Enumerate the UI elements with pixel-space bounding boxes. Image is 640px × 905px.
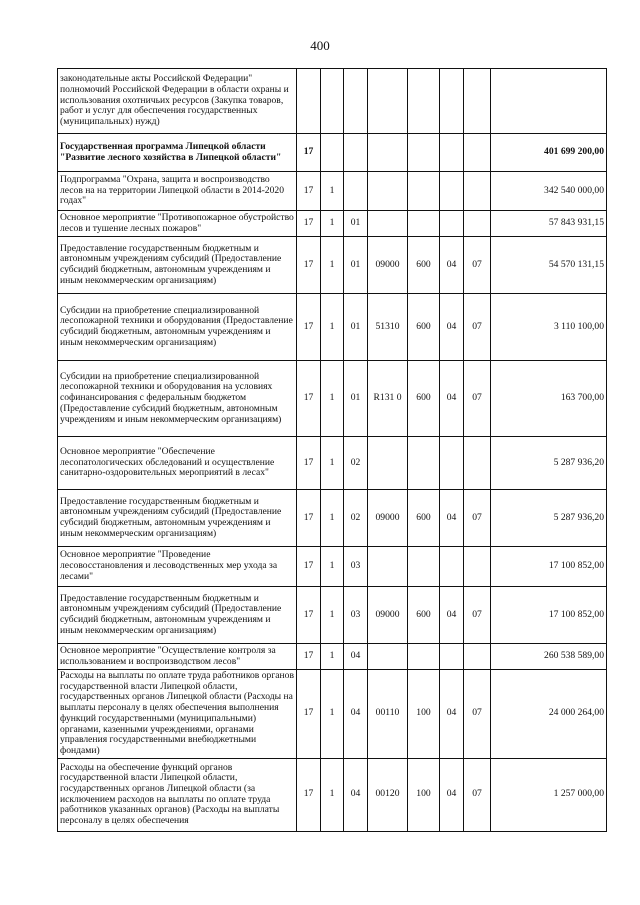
program-code-cell: 17 bbox=[297, 644, 321, 670]
event-code-cell: 03 bbox=[344, 547, 368, 587]
table-row bbox=[58, 172, 607, 211]
row-name-cell: Основное мероприятие "Проведение лесовосстановления и лесоводственных мер ухода за лесами" bbox=[58, 547, 297, 587]
program-code-cell: 17 bbox=[297, 134, 321, 172]
subprogram-code-cell: 1 bbox=[321, 547, 344, 587]
budget-table bbox=[57, 68, 607, 832]
amount-cell: 57 843 931,15 bbox=[491, 211, 607, 237]
section-cell bbox=[440, 437, 464, 490]
event-code-cell: 04 bbox=[344, 758, 368, 831]
subsection-cell: 07 bbox=[464, 670, 491, 759]
row-name-cell: Основное мероприятие "Обеспечение лесопатологических обследований и осуществление санитарно-оздоровительных мероприятий в лесах" bbox=[58, 437, 297, 490]
table-row bbox=[58, 294, 607, 361]
table-row bbox=[58, 211, 607, 237]
amount-cell: 5 287 936,20 bbox=[491, 490, 607, 547]
direction-code-cell bbox=[368, 644, 408, 670]
table-row bbox=[58, 490, 607, 547]
subsection-cell bbox=[464, 134, 491, 172]
subsection-cell: 07 bbox=[464, 758, 491, 831]
amount-cell: 5 287 936,20 bbox=[491, 437, 607, 490]
direction-code-cell bbox=[368, 172, 408, 211]
amount-cell: 342 540 000,00 bbox=[491, 172, 607, 211]
amount-cell: 401 699 200,00 bbox=[491, 134, 607, 172]
subprogram-code-cell: 1 bbox=[321, 670, 344, 759]
amount-cell: 54 570 131,15 bbox=[491, 237, 607, 294]
expense-type-cell bbox=[408, 547, 440, 587]
event-code-cell bbox=[344, 172, 368, 211]
row-name-cell: Предоставление государственным бюджетным и автономным учреждениям субсидий (Предоставление субсидий бюджетным, автономным учреждениям и иным некоммерческим организациям) bbox=[58, 237, 297, 294]
page-number: 400 bbox=[310, 38, 330, 53]
amount-cell: 260 538 589,00 bbox=[491, 644, 607, 670]
direction-code-cell: 09000 bbox=[368, 237, 408, 294]
program-code-cell: 17 bbox=[297, 758, 321, 831]
program-code-cell: 17 bbox=[297, 587, 321, 644]
event-code-cell: 04 bbox=[344, 670, 368, 759]
direction-code-cell bbox=[368, 134, 408, 172]
direction-code-cell: 09000 bbox=[368, 587, 408, 644]
table-row bbox=[58, 437, 607, 490]
program-code-cell: 17 bbox=[297, 490, 321, 547]
section-cell: 04 bbox=[440, 361, 464, 437]
amount-cell: 24 000 264,00 bbox=[491, 670, 607, 759]
expense-type-cell bbox=[408, 644, 440, 670]
subprogram-code-cell: 1 bbox=[321, 211, 344, 237]
program-code-cell: 17 bbox=[297, 670, 321, 759]
row-name-cell: Субсидии на приобретение специализированной лесопожарной техники и оборудования на условиях софинансирования с федеральным бюджетом (Предоставление субсидий бюджетным, автономным учреждениям и иным некоммерческим организациям) bbox=[58, 361, 297, 437]
subprogram-code-cell: 1 bbox=[321, 172, 344, 211]
expense-type-cell bbox=[408, 172, 440, 211]
section-cell: 04 bbox=[440, 294, 464, 361]
table-row bbox=[58, 587, 607, 644]
subsection-cell bbox=[464, 437, 491, 490]
section-cell: 04 bbox=[440, 237, 464, 294]
direction-code-cell: 51310 bbox=[368, 294, 408, 361]
subsection-cell: 07 bbox=[464, 294, 491, 361]
direction-code-cell: 00110 bbox=[368, 670, 408, 759]
amount-cell: 1 257 000,00 bbox=[491, 758, 607, 831]
expense-type-cell bbox=[408, 69, 440, 134]
table-row bbox=[58, 134, 607, 172]
table-row bbox=[58, 361, 607, 437]
expense-type-cell bbox=[408, 134, 440, 172]
subprogram-code-cell: 1 bbox=[321, 437, 344, 490]
amount-cell bbox=[491, 69, 607, 134]
table-row bbox=[58, 670, 607, 759]
row-name-cell: Основное мероприятие "Противопожарное обустройство лесов и тушение лесных пожаров" bbox=[58, 211, 297, 237]
event-code-cell: 01 bbox=[344, 211, 368, 237]
direction-code-cell: R131 0 bbox=[368, 361, 408, 437]
section-cell: 04 bbox=[440, 670, 464, 759]
subprogram-code-cell: 1 bbox=[321, 490, 344, 547]
section-cell bbox=[440, 69, 464, 134]
row-name-cell: законодательные акты Российской Федерации" полномочий Российской Федерации в области охраны и использования охотничьих ресурсов (Закупка товаров, работ и услуг для обеспечения государственных (муниципальных) нужд) bbox=[58, 69, 297, 134]
section-cell bbox=[440, 547, 464, 587]
subprogram-code-cell: 1 bbox=[321, 237, 344, 294]
subsection-cell: 07 bbox=[464, 237, 491, 294]
event-code-cell: 01 bbox=[344, 237, 368, 294]
program-code-cell: 17 bbox=[297, 294, 321, 361]
event-code-cell: 04 bbox=[344, 644, 368, 670]
program-code-cell: 17 bbox=[297, 172, 321, 211]
row-name-cell: Предоставление государственным бюджетным и автономным учреждениям субсидий (Предоставление субсидий бюджетным, автономным учреждениям и иным некоммерческим организациям) bbox=[58, 587, 297, 644]
amount-cell: 17 100 852,00 bbox=[491, 587, 607, 644]
subprogram-code-cell: 1 bbox=[321, 758, 344, 831]
subprogram-code-cell: 1 bbox=[321, 644, 344, 670]
section-cell bbox=[440, 644, 464, 670]
expense-type-cell: 600 bbox=[408, 361, 440, 437]
subprogram-code-cell bbox=[321, 134, 344, 172]
subsection-cell: 07 bbox=[464, 361, 491, 437]
direction-code-cell bbox=[368, 211, 408, 237]
direction-code-cell: 00120 bbox=[368, 758, 408, 831]
direction-code-cell: 09000 bbox=[368, 490, 408, 547]
expense-type-cell bbox=[408, 211, 440, 237]
section-cell bbox=[440, 211, 464, 237]
subsection-cell bbox=[464, 211, 491, 237]
amount-cell: 17 100 852,00 bbox=[491, 547, 607, 587]
expense-type-cell: 600 bbox=[408, 294, 440, 361]
subsection-cell: 07 bbox=[464, 490, 491, 547]
table-row bbox=[58, 237, 607, 294]
amount-cell: 163 700,00 bbox=[491, 361, 607, 437]
direction-code-cell bbox=[368, 547, 408, 587]
subprogram-code-cell: 1 bbox=[321, 294, 344, 361]
row-name-cell: Государственная программа Липецкой области "Развитие лесного хозяйства в Липецкой области" bbox=[58, 134, 297, 172]
event-code-cell: 01 bbox=[344, 294, 368, 361]
expense-type-cell: 600 bbox=[408, 237, 440, 294]
expense-type-cell: 100 bbox=[408, 758, 440, 831]
event-code-cell: 01 bbox=[344, 361, 368, 437]
subsection-cell bbox=[464, 547, 491, 587]
subsection-cell bbox=[464, 172, 491, 211]
amount-cell: 3 110 100,00 bbox=[491, 294, 607, 361]
row-name-cell: Расходы на выплаты по оплате труда работников органов государственной власти Липецкой области, государственных органов Липецкой области (Расходы на выплаты персоналу в целях обеспечения выполнения функций государственными (муниципальными) органами, казенными учреждениями, органами управления государственными внебюджетными фондами) bbox=[58, 670, 297, 759]
program-code-cell: 17 bbox=[297, 437, 321, 490]
row-name-cell: Основное мероприятие "Осуществление контроля за использованием и воспроизводством лесов" bbox=[58, 644, 297, 670]
section-cell: 04 bbox=[440, 587, 464, 644]
subsection-cell bbox=[464, 644, 491, 670]
section-cell bbox=[440, 172, 464, 211]
expense-type-cell: 600 bbox=[408, 587, 440, 644]
program-code-cell: 17 bbox=[297, 237, 321, 294]
row-name-cell: Субсидии на приобретение специализированной лесопожарной техники и оборудования (Предоставление субсидий бюджетным, автономным учреждениям и иным некоммерческим организациям) bbox=[58, 294, 297, 361]
subprogram-code-cell: 1 bbox=[321, 361, 344, 437]
expense-type-cell bbox=[408, 437, 440, 490]
event-code-cell: 03 bbox=[344, 587, 368, 644]
expense-type-cell: 100 bbox=[408, 670, 440, 759]
table-row bbox=[58, 758, 607, 831]
event-code-cell bbox=[344, 69, 368, 134]
row-name-cell: Расходы на обеспечение функций органов государственной власти Липецкой области, государственных органов Липецкой области (за исключением расходов на выплаты по оплате труда работников указанных органов) (Расходы на выплаты персоналу в целях обеспечения bbox=[58, 758, 297, 831]
program-code-cell bbox=[297, 69, 321, 134]
section-cell: 04 bbox=[440, 490, 464, 547]
table-row bbox=[58, 644, 607, 670]
subprogram-code-cell: 1 bbox=[321, 587, 344, 644]
table-row bbox=[58, 69, 607, 134]
direction-code-cell bbox=[368, 69, 408, 134]
program-code-cell: 17 bbox=[297, 361, 321, 437]
event-code-cell: 02 bbox=[344, 490, 368, 547]
budget-table-body bbox=[58, 69, 607, 832]
subsection-cell bbox=[464, 69, 491, 134]
subsection-cell: 07 bbox=[464, 587, 491, 644]
event-code-cell bbox=[344, 134, 368, 172]
row-name-cell: Предоставление государственным бюджетным и автономным учреждениям субсидий (Предоставление субсидий бюджетным, автономным учреждениям и иным некоммерческим организациям) bbox=[58, 490, 297, 547]
section-cell bbox=[440, 134, 464, 172]
event-code-cell: 02 bbox=[344, 437, 368, 490]
section-cell: 04 bbox=[440, 758, 464, 831]
subprogram-code-cell bbox=[321, 69, 344, 134]
table-row bbox=[58, 547, 607, 587]
program-code-cell: 17 bbox=[297, 547, 321, 587]
expense-type-cell: 600 bbox=[408, 490, 440, 547]
program-code-cell: 17 bbox=[297, 211, 321, 237]
row-name-cell: Подпрограмма "Охрана, защита и воспроизводство лесов на на территории Липецкой области в 2014-2020 годах" bbox=[58, 172, 297, 211]
direction-code-cell bbox=[368, 437, 408, 490]
